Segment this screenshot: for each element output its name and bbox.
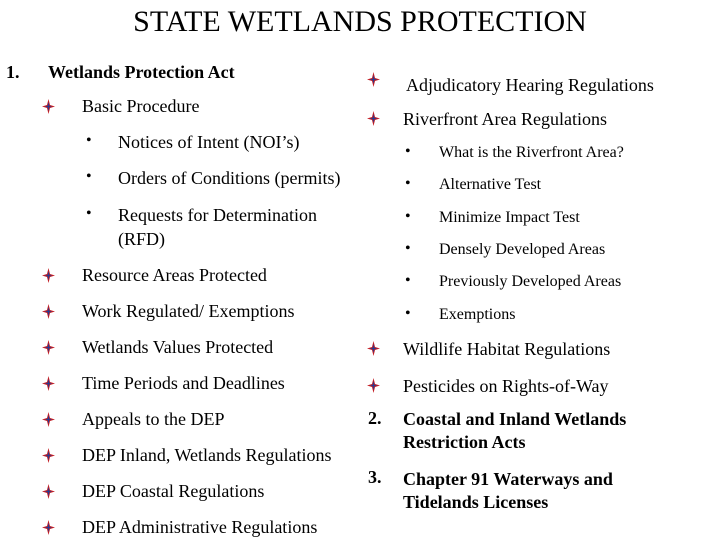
bullet-dot: •: [405, 305, 411, 322]
procedure-item: Orders of Conditions (permits): [118, 168, 341, 188]
star-bullet-icon: [367, 341, 380, 356]
page-title: STATE WETLANDS PROTECTION: [133, 5, 587, 38]
section-title-continued: Restriction Acts: [403, 432, 526, 452]
list-item: Resource Areas Protected: [82, 265, 267, 285]
procedure-item: Requests for Determination: [118, 205, 317, 225]
section-title-continued: Tidelands Licenses: [403, 492, 549, 512]
list-item: DEP Administrative Regulations: [82, 517, 318, 537]
bullet-dot: •: [405, 272, 411, 289]
star-bullet-icon: [42, 520, 55, 535]
star-bullet-icon: [367, 111, 380, 126]
list-item: DEP Coastal Regulations: [82, 481, 265, 501]
section-number: 1.: [6, 62, 20, 82]
bullet-dot: •: [405, 240, 411, 257]
bullet-dot: •: [86, 132, 92, 149]
list-item-adjudicatory: Adjudicatory Hearing Regulations: [406, 75, 654, 95]
list-item-riverfront: Riverfront Area Regulations: [403, 109, 607, 129]
list-item-wildlife: Wildlife Habitat Regulations: [403, 339, 611, 359]
riverfront-item: Alternative Test: [439, 176, 542, 193]
section-title: Coastal and Inland Wetlands: [403, 409, 627, 429]
section-number: 3.: [368, 467, 382, 487]
list-item: Wetlands Values Protected: [82, 337, 274, 357]
star-bullet-icon: [42, 484, 55, 499]
list-item-pesticides: Pesticides on Rights-of-Way: [403, 376, 609, 396]
section-title: Wetlands Protection Act: [48, 62, 235, 82]
bullet-dot: •: [86, 205, 92, 222]
bullet-dot: •: [405, 208, 411, 225]
list-item: Appeals to the DEP: [82, 409, 225, 429]
procedure-item: Notices of Intent (NOI’s): [118, 132, 300, 152]
list-item-basic-procedure: Basic Procedure: [82, 96, 200, 116]
star-bullet-icon: [367, 378, 380, 393]
star-bullet-icon: [42, 412, 55, 427]
procedure-item-continued: (RFD): [118, 229, 166, 249]
star-bullet-icon: [42, 268, 55, 283]
star-bullet-icon: [42, 99, 55, 114]
riverfront-item: What is the Riverfront Area?: [439, 144, 624, 161]
list-item: Time Periods and Deadlines: [82, 373, 285, 393]
star-bullet-icon: [42, 304, 55, 319]
star-bullet-icon: [367, 72, 380, 87]
riverfront-item: Exemptions: [439, 306, 516, 323]
section-title: Chapter 91 Waterways and: [403, 469, 613, 489]
section-number: 2.: [368, 408, 382, 428]
riverfront-item: Minimize Impact Test: [439, 209, 580, 226]
star-bullet-icon: [42, 448, 55, 463]
riverfront-item: Densely Developed Areas: [439, 241, 606, 258]
star-bullet-icon: [42, 340, 55, 355]
star-bullet-icon: [42, 376, 55, 391]
bullet-dot: •: [405, 143, 411, 160]
list-item: DEP Inland, Wetlands Regulations: [82, 445, 332, 465]
bullet-dot: •: [86, 168, 92, 185]
list-item: Work Regulated/ Exemptions: [82, 301, 295, 321]
riverfront-item: Previously Developed Areas: [439, 273, 622, 290]
bullet-dot: •: [405, 175, 411, 192]
